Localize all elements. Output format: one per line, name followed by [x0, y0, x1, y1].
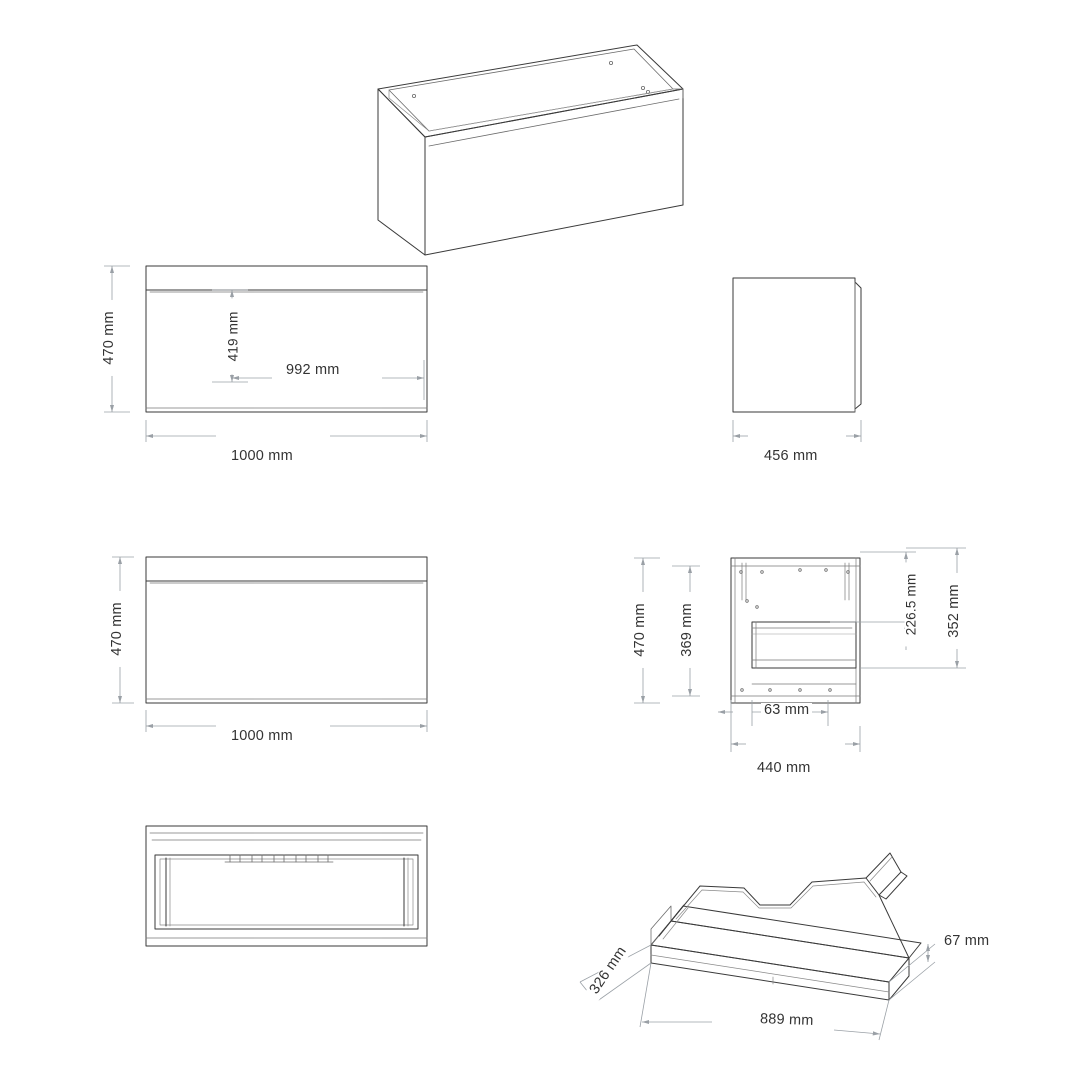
dim-section-height: 470 mm	[633, 592, 649, 668]
view-isometric-cabinet	[378, 45, 683, 255]
dim-drawer-depth: 326 mm	[574, 924, 644, 1017]
dim-drawer-width: 889 mm	[757, 1012, 817, 1030]
dim-section-inner-height: 369 mm	[680, 592, 696, 668]
dimension-lines	[104, 266, 966, 1040]
dim-section-upper: 226.5 mm	[905, 562, 920, 646]
view-top	[146, 826, 427, 946]
dim-front2-width: 1000 mm	[228, 729, 296, 745]
view-isometric-drawer	[651, 853, 921, 1000]
dim-section-depth: 352 mm	[947, 573, 963, 649]
dim-section-offset: 63 mm	[761, 703, 812, 719]
view-front-1	[146, 266, 427, 412]
dim-front1-height: 470 mm	[102, 300, 118, 376]
dim-side1-width: 456 mm	[761, 449, 821, 465]
dim-front1-width: 1000 mm	[228, 449, 296, 465]
dim-front1-inner-height: 419 mm	[227, 298, 242, 374]
dim-front2-height: 470 mm	[110, 591, 126, 667]
view-section-side	[731, 558, 860, 703]
dim-section-width: 440 mm	[754, 761, 814, 777]
view-front-2	[146, 557, 427, 703]
dim-drawer-thickness: 67 mm	[941, 934, 992, 950]
dim-front1-inner-width: 992 mm	[283, 363, 343, 379]
view-side-1	[733, 278, 861, 412]
